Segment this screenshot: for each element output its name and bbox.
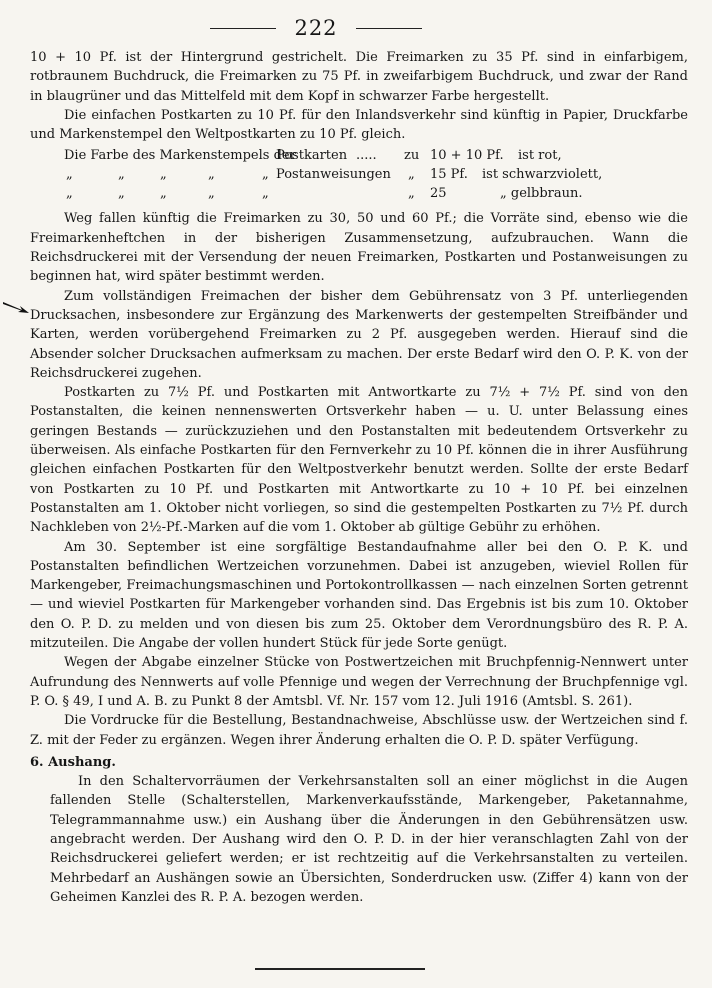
ditto-mark: „ xyxy=(160,167,167,183)
paragraph: Die einfachen Postkarten zu 10 Pf. für den Inlandsverkehr sind künftig in Papier, Druckfarbe und Markenstempel den Weltpostkarten zu 10 Pf. gleich. xyxy=(30,107,688,143)
document-body xyxy=(30,48,688,907)
table-row xyxy=(30,165,688,184)
table-color: „ gelbbraun. xyxy=(500,186,583,202)
table-row xyxy=(30,184,688,203)
paragraph: 10 + 10 Pf. ist der Hintergrund gestrichelt. Die Freimarken zu 35 Pf. sind in einfarbigem, rotbraunem Buchdruck, die Freimarken zu 75 Pf. in zweifarbigem Buchdruck, und zwar der Rand in blaugrüner und das Mittelfeld mit dem Kopf in schwarzer Farbe hergestellt. xyxy=(30,50,688,104)
paragraph: Wegen der Abgabe einzelner Stücke von Postwertzeichen mit Bruchpfennig-Nennwert unter Aufrundung des Nennwerts auf volle Pfennige und wegen der Verrechnung der Bruchpfennige vgl. P. O. § 49, I und A. B. zu Punkt 8 der Amtsbl. Vf. Nr. 157 vom 12. Juli 1916 (Amtsbl. S. 261). xyxy=(30,655,688,709)
ditto-mark: „ xyxy=(208,167,215,183)
page-header xyxy=(0,16,712,42)
table-value: 15 Pf. xyxy=(430,167,468,183)
ditto-mark: „ xyxy=(118,167,125,183)
ditto-mark: „ xyxy=(118,186,125,202)
table-lead: Die Farbe des Markenstempels der xyxy=(64,148,296,164)
table-zu: zu xyxy=(404,148,420,164)
table-value: 25 xyxy=(430,186,447,202)
table-dots: ..... xyxy=(356,148,377,164)
table-item: Postanweisungen xyxy=(276,167,391,183)
ditto-mark: „ xyxy=(262,186,269,202)
ditto-mark: „ xyxy=(160,186,167,202)
table-row xyxy=(30,146,688,165)
paragraph: Postkarten zu 7½ Pf. und Postkarten mit Antwortkarte zu 7½ + 7½ Pf. sind von den Postanstalten, die keinen nennenswerten Ortsverkehr haben — u. U. unter Belassung eines geringen Bestands — zurückzuziehen und den Postanstalten mit bedeutendem Ortsverkehr zu überweisen. Als einfache Postkarten für den Fernverkehr zu 10 Pf. können die in ihrer Ausführung gleichen einfachen Postkarten für den Weltpostverkehr benutzt werden. Sollte der erste Bedarf von Postkarten zu 10 Pf. und Postkarten mit Antwortkarte zu 10 + 10 Pf. bei einzelnen Postanstalten am 1. Oktober nicht vorliegen, so sind die gestempelten Postkarten zu 7½ Pf. durch Nachkleben von 2½-Pf.-Marken auf die vom 1. Oktober ab gültige Gebühr zu erhöhen. xyxy=(30,385,688,536)
ditto-mark: „ xyxy=(66,167,73,183)
table-color: ist rot, xyxy=(518,148,562,164)
ditto-mark: „ xyxy=(66,186,73,202)
section-title: 6. Aushang. xyxy=(30,754,116,770)
table-value: 10 + 10 Pf. xyxy=(430,148,504,164)
paragraph: Die Vordrucke für die Bestellung, Bestandnachweise, Abschlüsse usw. der Wertzeichen sind f. Z. mit der Feder zu ergänzen. Wegen ihrer Änderung erhalten die O. P. D. später Verfügung. xyxy=(30,713,688,748)
page-number: 222 xyxy=(294,16,338,40)
table-zu: „ xyxy=(408,186,415,202)
paragraph: Zum vollständigen Freimachen der bisher dem Gebührensatz von 3 Pf. unterliegenden Drucksachen, insbesondere zur Ergänzung des Markenwerts der gestempelten Streifbänder und Karten, werden vorübergehend Freimarken zu 2 Pf. ausgegeben werden. Hierauf sind die Absender solcher Drucksachen aufmerksam zu machen. Der erste Bedarf wird den O. P. K. von der Reichsdruckerei zugehen. xyxy=(30,288,688,381)
stamp-color-table xyxy=(30,146,688,203)
footer-rule xyxy=(255,968,425,970)
ditto-mark: „ xyxy=(208,186,215,202)
table-color: ist schwarzviolett, xyxy=(482,167,603,183)
margin-pointer-icon xyxy=(2,299,30,315)
header-rule-right xyxy=(356,28,422,29)
section-aushang xyxy=(30,753,688,907)
ditto-mark: „ xyxy=(262,167,269,183)
header-rule-left xyxy=(210,28,276,29)
paragraph: In den Schaltervorräumen der Verkehrsanstalten soll an einer möglichst in die Augen fallenden Stelle (Schalterstellen, Markenverkaufsstände, Markengeber, Paketannahme, Telegrammannahme usw.) ein Aushang über die Änderungen in den Gebührensätzen usw. angebracht werden. Der Aushang wird den O. P. D. in der hier veranschlagten Zahl von der Reichsdruckerei geliefert werden; er ist rechtzeitig auf die Verkehrsanstalten zu verteilen. Mehrbedarf an Aushängen sowie an Übersichten, Sonderdrucken usw. (Ziffer 4) kann von der Geheimen Kanzlei des R. P. A. bezogen werden. xyxy=(50,774,688,905)
paragraph: Weg fallen künftig die Freimarken zu 30, 50 und 60 Pf.; die Vorräte sind, ebenso wie die Freimarkenheftchen in der bisherigen Zusammensetzung, aufzubrauchen. Wann die Reichsdruckerei mit der Versendung der neuen Freimarken, Postkarten und Postanweisungen zu beginnen hat, wird später bestimmt werden. xyxy=(30,211,688,285)
table-item: Postkarten xyxy=(276,148,348,164)
table-zu: „ xyxy=(408,167,415,183)
paragraph: Am 30. September ist eine sorgfältige Bestandaufnahme aller bei den O. P. K. und Postanstalten befindlichen Wertzeichen vorzunehmen. Dabei ist anzugeben, wieviel Rollen für Markengeber, Freimachungsmaschinen und Portokontrollkassen — nach einzelnen Sorten getrennt — und wieviel Postkarten für Markengeber vorhanden sind. Das Ergebnis ist bis zum 10. Oktober den O. P. D. zu melden und von diesen bis zum 25. Oktober dem Verordnungsbüro des R. P. A. mitzuteilen. Die Angabe der vollen hundert Stück für jede Sorte genügt. xyxy=(30,539,688,652)
